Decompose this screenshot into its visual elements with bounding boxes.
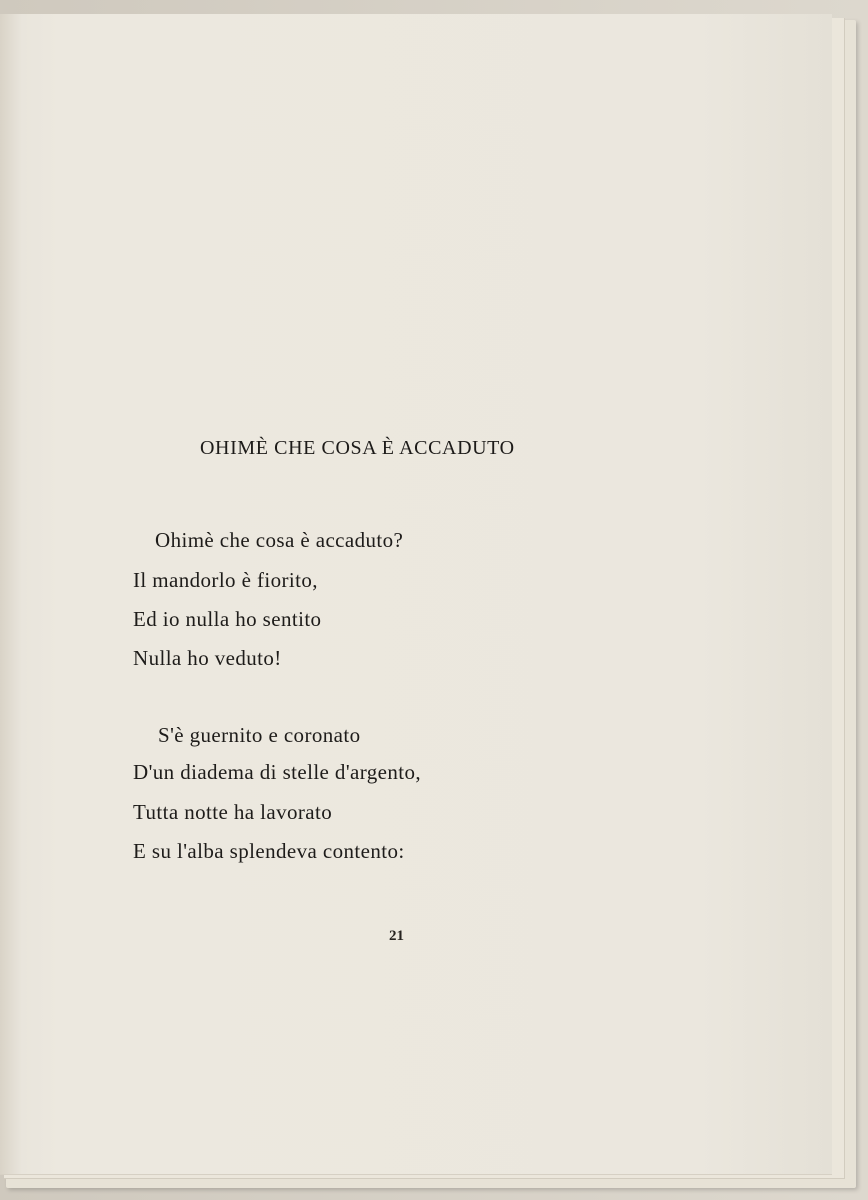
poem-line: D'un diadema di stelle d'argento, — [133, 760, 422, 784]
poem-line: Tutta notte ha lavorato — [133, 800, 333, 824]
book-page — [0, 14, 832, 1175]
poem-line: Ed io nulla ho sentito — [133, 607, 322, 631]
poem-line: Ohimè che cosa è accaduto? — [155, 528, 404, 552]
poem-line: Il mandorlo è fiorito, — [133, 568, 318, 592]
poem-line: Nulla ho veduto! — [133, 646, 282, 670]
page-number: 21 — [389, 928, 404, 944]
poem-line: E su l'alba splendeva contento: — [133, 839, 405, 863]
show-through-block — [610, 204, 650, 354]
poem-title: OHIMÈ CHE COSA È ACCADUTO — [200, 437, 515, 459]
poem-line: S'è guernito e coronato — [158, 723, 361, 747]
